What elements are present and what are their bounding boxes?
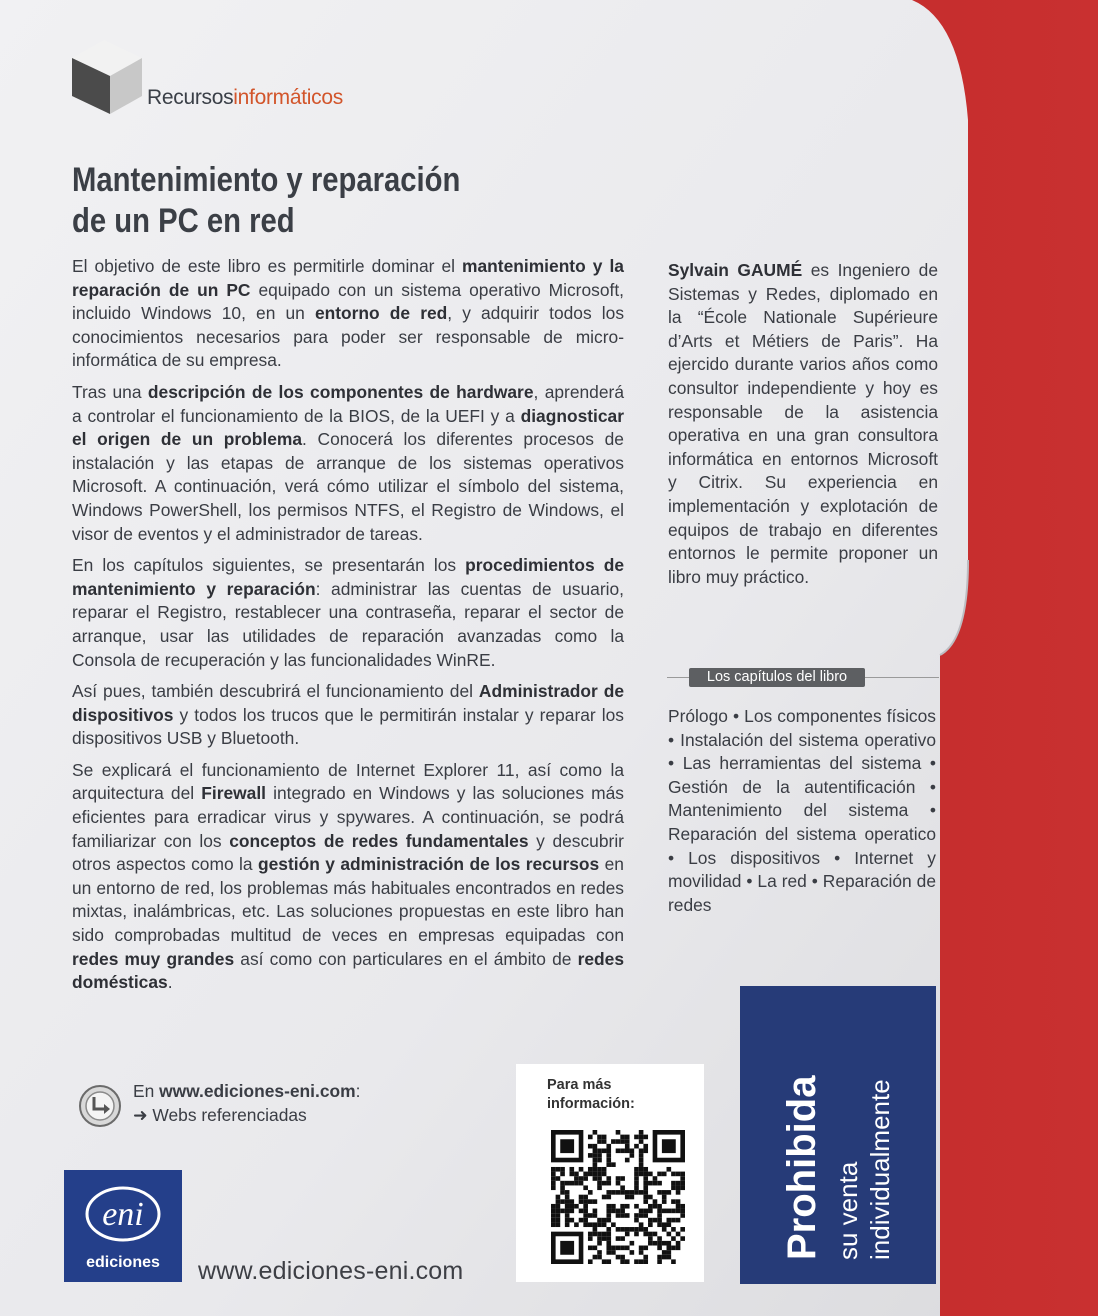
web-download-icon bbox=[76, 1083, 124, 1129]
text-run: en un entorno de red, los problemas más habituales encontrados en redes mixtas, inalámbricas, etc. Las soluciones propuestas en este libro han sido comprobadas multitud de veces en empresas equipadas con bbox=[72, 854, 624, 946]
bold-run: redes muy grandes bbox=[72, 948, 235, 969]
text-run: Así pues, también descubrirá el funcionamiento del bbox=[72, 681, 479, 702]
description-paragraph-1 bbox=[72, 255, 624, 373]
text-run: equipado con un sistema operativo Microsoft, incluido Windows 10, en un bbox=[72, 279, 624, 324]
bold-run: diagnosticar el origen de un problema bbox=[72, 405, 624, 450]
bold-run: Administrador de dispositivos bbox=[72, 681, 624, 725]
text-run: , aprenderá a controlar el funcionamiento de la BIOS, de la UEFI y a bbox=[72, 381, 624, 426]
web-suffix: : bbox=[355, 1081, 361, 1101]
bold-run: conceptos de redes fundamentales bbox=[229, 830, 529, 851]
qr-caption-line2: información: bbox=[547, 1096, 635, 1112]
eni-logo-text: eni bbox=[102, 1196, 144, 1233]
description-paragraph-4 bbox=[72, 680, 624, 751]
web-references-item: ➜ Webs referenciadas bbox=[133, 1105, 307, 1125]
qr-caption bbox=[547, 1076, 635, 1114]
eni-publisher-logo bbox=[64, 1170, 182, 1282]
bold-run: redes domésticas bbox=[72, 948, 624, 993]
sale-notice-line2: su venta bbox=[833, 1161, 863, 1260]
chapters-header bbox=[667, 668, 939, 687]
text-run: Tras una bbox=[72, 381, 148, 402]
bold-run: mantenimiento y la reparación de un PC bbox=[72, 256, 624, 300]
book-title-line1: Mantenimiento y reparación bbox=[72, 161, 461, 199]
series-name-part2: informáticos bbox=[233, 86, 343, 109]
book-title bbox=[72, 160, 460, 242]
qr-caption-line1: Para más bbox=[547, 1077, 612, 1093]
description-paragraph-3 bbox=[72, 554, 624, 672]
qr-panel bbox=[516, 1064, 704, 1282]
series-name bbox=[147, 86, 343, 110]
book-title-line2: de un PC en red bbox=[72, 202, 295, 240]
text-run: y descubrir otros aspectos como la bbox=[72, 830, 624, 875]
chapters-label: Los capítulos del libro bbox=[689, 668, 865, 687]
text-run: En los capítulos siguientes, se presentarán los bbox=[72, 555, 466, 576]
sale-notice-line1: Prohibida bbox=[780, 1075, 824, 1260]
bold-run: procedimientos de mantenimiento y reparación bbox=[72, 555, 624, 599]
sale-notice-band bbox=[740, 986, 936, 1284]
chapters-list: Prólogo • Los componentes físicos • Instalación del sistema operativo • Las herramientas del sistema • Gestión de la autentificación • Mantenimiento del sistema • Reparación del sistema operatico • Los dispositivos • Internet y movilidad • La red • Reparación de redes bbox=[668, 706, 936, 915]
bold-run: gestión y administración de los recursos bbox=[258, 854, 600, 875]
bold-run: Firewall bbox=[201, 783, 266, 804]
sale-notice-line3: individualmente bbox=[865, 1079, 895, 1260]
web-site-link[interactable]: www.ediciones-eni.com bbox=[159, 1081, 356, 1101]
bold-run: descripción de los componentes de hardware bbox=[147, 381, 534, 402]
description-paragraph-5 bbox=[72, 759, 624, 995]
text-run: . Conocerá los diferentes procesos de instalación y las etapas de arranque de los sistemas operativos Microsoft. A continuación, verá cómo utilizar el símbolo del sistema, Windows PowerShell, los permisos NTFS, el Registro de Windows, el visor de eventos y el administrador de tareas. bbox=[72, 429, 624, 544]
description-paragraph-2 bbox=[72, 381, 624, 546]
qr-code-icon[interactable] bbox=[551, 1130, 685, 1264]
publisher-name: ediciones bbox=[86, 1254, 160, 1271]
author-bio-text: es Ingeniero de Sistemas y Redes, diplomado en la “École Nationale Supérieure d’Arts et Métiers de Paris”. Ha ejercido durante varios años como consultor independiente y hoy es responsable de la asistencia operativa en una gran consultora informática en entornos Microsoft y Citrix. Su experiencia en implementación y explotación de equipos de trabajo en diferentes entornos le permite proponer un libro muy práctico. bbox=[668, 260, 938, 587]
book-description bbox=[72, 255, 624, 1003]
text-run: . bbox=[167, 972, 173, 993]
text-run: El objetivo de este libro es permitirle dominar el bbox=[72, 256, 463, 276]
text-run: , y adquirir todos los conocimientos necesarios para poder ser responsable de micro-informática de su empresa. bbox=[72, 303, 625, 371]
sale-notice-line2-3 bbox=[832, 1079, 896, 1260]
text-run: integrado en Windows y las soluciones más eficientes para erradicar virus y spywares. A continuación, se podrá familiarizar con los bbox=[72, 783, 624, 851]
web-info-line bbox=[133, 1081, 360, 1102]
author-name: Sylvain GAUMÉ bbox=[668, 260, 803, 280]
web-prefix: En bbox=[133, 1081, 160, 1101]
text-run: Se explicará el funcionamiento de Internet Explorer 11, así como la arquitectura del bbox=[72, 759, 624, 804]
text-run: así como con particulares en el ámbito de bbox=[234, 948, 578, 969]
series-cube-icon bbox=[62, 38, 152, 118]
text-run: : administrar las cuentas de usuario, reparar el Registro, restablecer una contraseña, reparar el sector de arranque, usar las utilidades de reparación avanzadas como la Consola de recuperación y las funcionalidades WinRE. bbox=[72, 578, 625, 670]
sale-notice-text bbox=[740, 986, 936, 1284]
publisher-url[interactable]: www.ediciones-eni.com bbox=[198, 1257, 464, 1285]
text-run: y todos los trucos que le permitirán instalar y reparar los dispositivos USB y Bluetooth. bbox=[72, 704, 624, 749]
eni-logo-icon bbox=[64, 1170, 182, 1250]
author-bio bbox=[668, 259, 938, 589]
series-name-part1: Recursos bbox=[147, 86, 234, 109]
bold-run: entorno de red bbox=[314, 303, 448, 324]
